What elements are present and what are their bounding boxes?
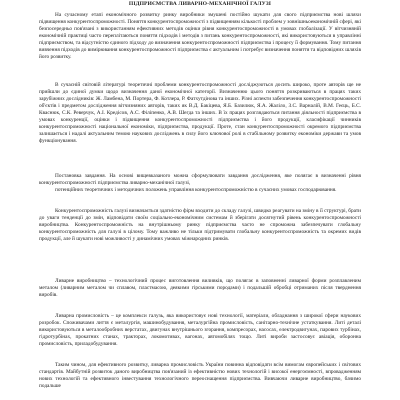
document-title: ПІДПРИЄМСТВА ЛИВАРНО-МЕХАНІЧНОЇ ГАЛУЗІ bbox=[128, 1, 272, 7]
paragraph-industry-competitiveness: Конкурентоспроможність галузі визначається здатністю фірм входити до складу галузі, швидко реагувати на зміну в її структурі, брати до уваги тенденції до змін, відповідати своїм соціально-економічним системам й зберігати досягнутий рівень конкурентоспроможності виробництва. Конкурентоспроможність на внутрішньому ринку підприємства часто не спроможна забезпечувати глобальну конкурентоспроможність для галузі в цілому. Тому важливо не тільки підтримувати глобальну конкурентоспроможність та окремих видів продукції, але й шукати нові можливості у динамічних умовах міжнародних ринків. bbox=[39, 208, 361, 242]
paragraph-literature-review: В сучасній світовій літературі теоретичні проблеми конкурентоспроможності досліджуються досить широко, проте авторів ще не прийшли до єдиної думки щодо визначення даної економічної категорії. Визначенню цього поняття розкриваються в працях таких зарубіжних дослідників: Ж. Ламбена, М. Портера, Ф. Котлера, Р. Фатхутдінова та інших. Різні аспекти забезпечення конкурентоспроможності об'єктів і предметом дослідження вітчизняних авторів, таких як В.Д. Бакіцева, Я.Б. Базилюк, Я.А. Жаліло, З.С. Варналій, В.М. Геєць, Б.С. Кваснюк, С.К. Реверчук, А.І. Кредісов, А.С. Філіпенко, А.В. Шегда та інших. В їх працях розглядаються питання діяльності підприємства в умовах конкуренції, оцінки і підвищення конкурентоспроможності підприємства і його продукції, класифікації чинників конкурентоспроможності національної економіки, підприємства, продукції. Проте, стан конкурентоспроможності окремого підприємства залишається і надалі актуальним темою наукових досліджень в силу його ключової ролі в стабільному розвитку економіки держави та умов функціонування. bbox=[39, 82, 361, 144]
paragraph-introduction: На сучасному етапі економічного розвитку ринку виробники змушені постійно шукати для свого підприємства нові шляхи підвищення конкурентоспроможності. Поняття конкурентоспроможності з підвищенням кількості проблем у зовнішньоекономічній сфері, які безпосередньо пов'язані з використанням ефективних методів оцінки рівня конкурентоспроможності в умовах глобалізації. У вітчизняній економічній практиці часто переплітаються поняття підходів і методів з питань конкурентоспроможності, які використовуються в управлінні підприємством, та відсутністю єдиного підходу до визначення конкурентоспроможності підприємства і процесу її формування. Тому питання вивчення підходів до вимірювання конкурентоспроможності підприємства є актуальним і потребує визначення поняття та відповідних шляхів його розвитку. bbox=[39, 12, 361, 60]
paragraph-foundry-definition: Ливарне виробництво – технологічний процес виготовлення виливків, що полягає в заповненні ливарної форми розплавленим металом (ливарним металом чи сплавом, пластмасою, деякими гірськими породами) і подальшій обробці отриманих після тверднення виробів. bbox=[39, 278, 361, 298]
paragraph-conclusion: Таким чином, для ефективного розвитку, ливарна промисловість України повинна відповідати всім вимогам європейських і світових стандартів. Майбутній розвиток даного виробництва пов'язаний із ефективністю нових технологій і високої енергоємності, впровадженням нових технологій та ефективного інвестування технологічного переоснащення підприємства. Вивчаючи ливарне виробництво, бачимо подальше bbox=[39, 362, 361, 389]
paragraph-task-statement: Постановка завдання. На основі вищевказаного можна сформулювати завдання дослідження, яке полягає в визначенні рівня конкурентоспроможності підприємства ливарно-механічної галузі, bbox=[39, 173, 361, 186]
paragraph-foundry-industry: Ливарна промисловість – це комплекси галузь, яка використовує нові технології, матеріали, обладнання з широкої сфери наукових розробок. Споживачами лиття є металургія, машинобудування, металургійна промисловість, санітарно-технічне устаткування. Литі деталі використовуються в металообробних верстатах, двигунах внутрішнього згорання, компресорах, насосах, електродвигунах, парових турбінах, гідротурбінах, прокатних станах, тракторах, локомотивах, вагонах, автомобілях тощо. Литі вироби застосовує авіація, оборонна промисловість, приладобудування. bbox=[39, 313, 361, 347]
paragraph-task-continuation: потенційних теоретичних і методичних положень управління конкурентоспроможністю в сучасних умовах господарювання. bbox=[55, 187, 337, 193]
